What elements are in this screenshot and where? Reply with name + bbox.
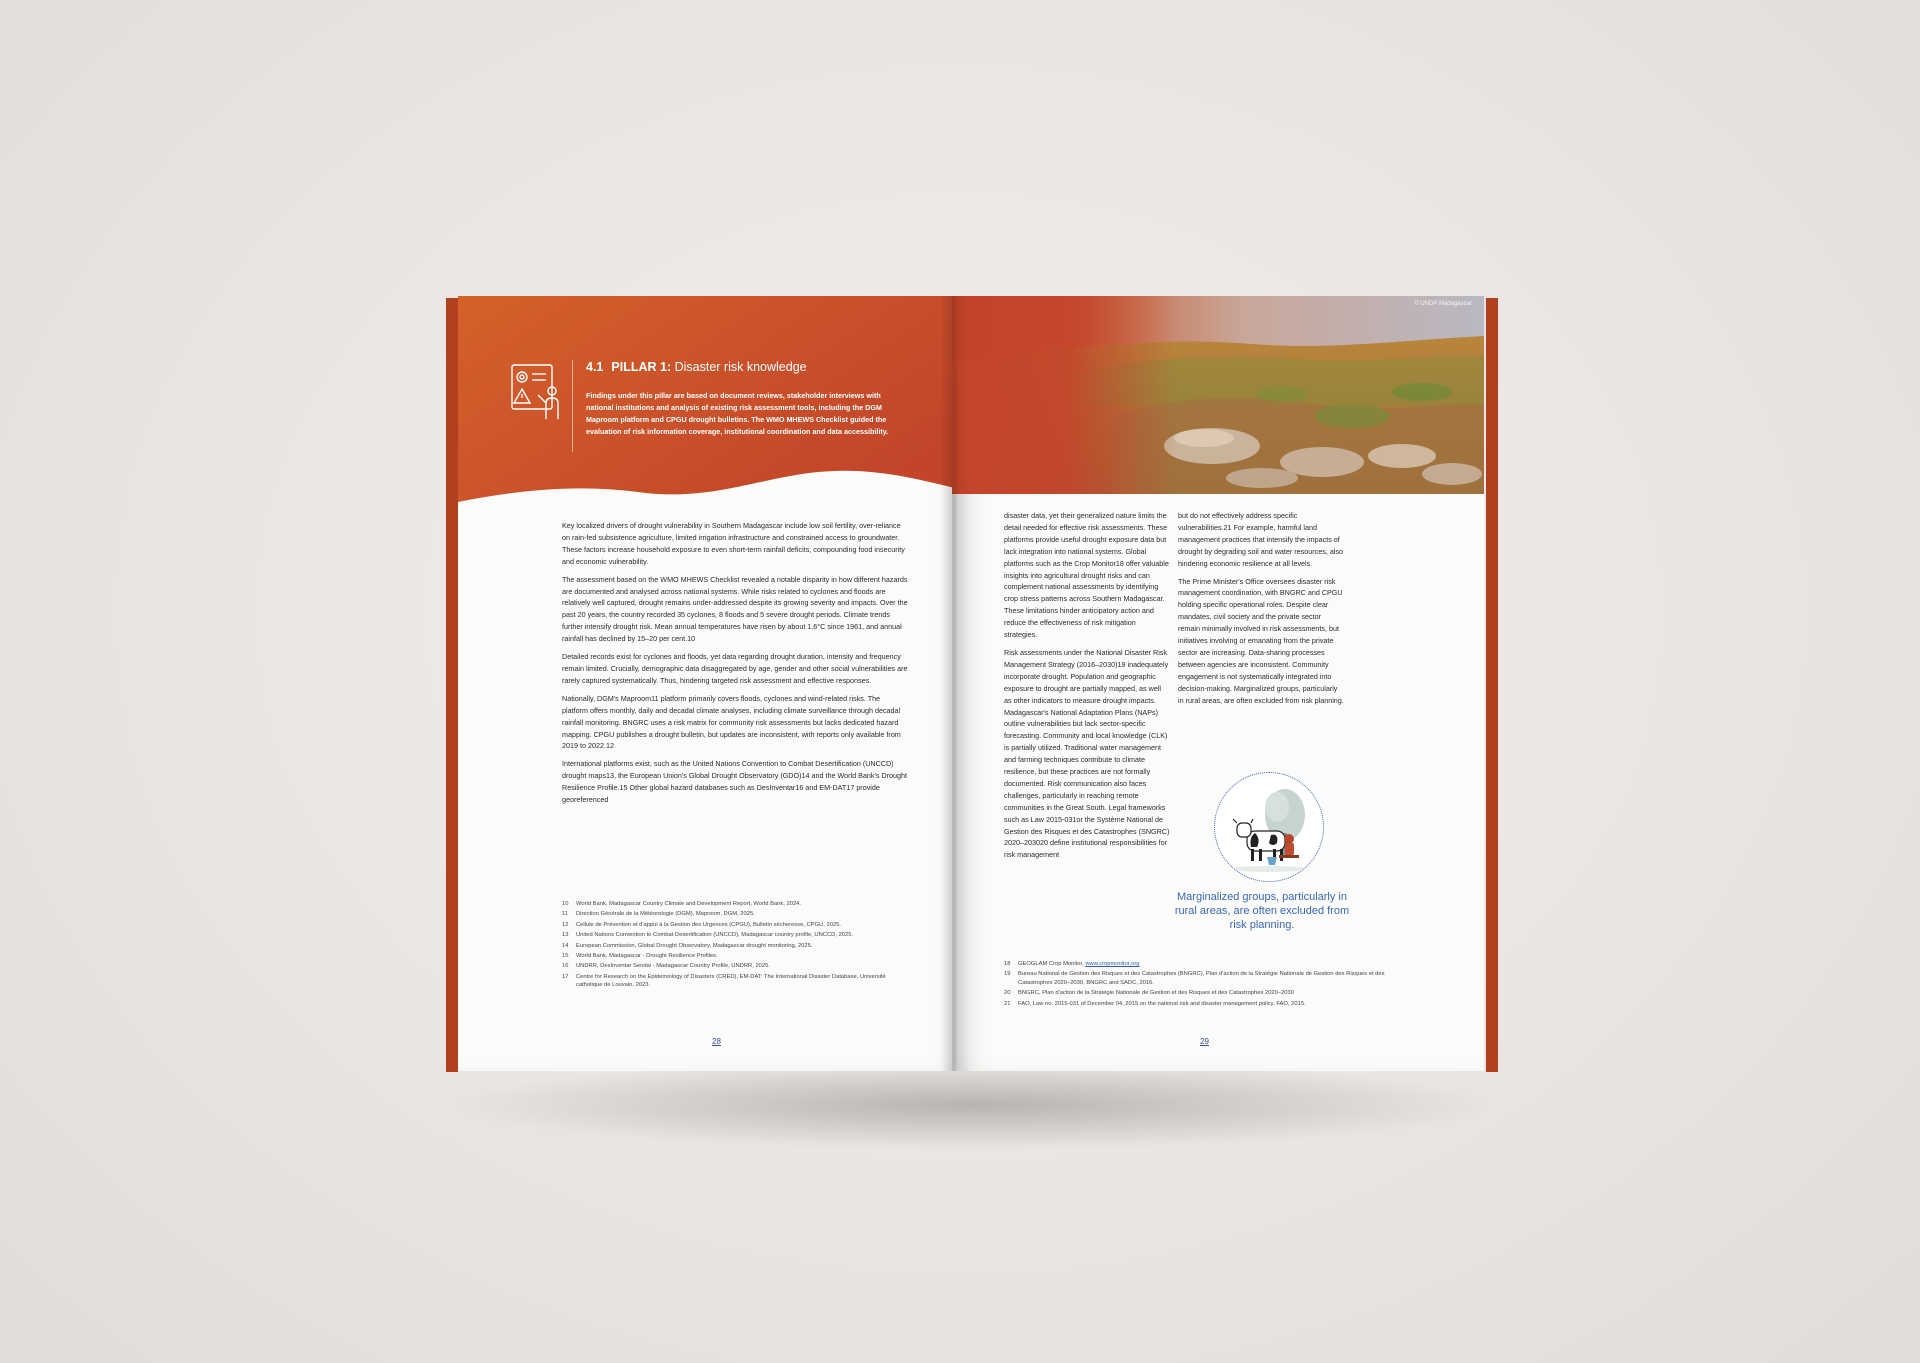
crop-monitor-link[interactable]: www.cropmonitor.org (1085, 961, 1140, 967)
page-number-left: 28 (712, 1037, 721, 1046)
left-body-text (562, 520, 908, 812)
right-footnotes (1004, 960, 1394, 1010)
footnote: 18 GEOGLAM Crop Monitor, www.cropmonitor.org (1004, 961, 1140, 967)
section-header-banner (458, 296, 972, 504)
footnote: 17 Centre for Research on the Epidemiology of Disasters (CRED), EM-DAT: The International Disaster Database, Université catholique de Louvain, 2023. (562, 973, 886, 989)
right-column-1 (1004, 510, 1170, 867)
presenter-warning-icon (508, 361, 564, 421)
section-title-text: Disaster risk knowledge (674, 360, 807, 374)
paragraph: Nationally, DGM's Maproom11 platform primarily covers floods, cyclones and wind-related risks. The platform offers monthly, daily and decadal climate analyses, including climate surveillance through decadal rainfall monitoring. BNGRC uses a risk matrix for community risk assessments but lacks dedicated hazard mapping. CPGU publishes a drought bulletin, but updates are inconsistent, with reports only available from 2019 to 2022.12 (562, 693, 901, 751)
photo-credit: © UNDP Madagascar (1414, 301, 1472, 307)
right-page (952, 296, 1484, 1071)
footnote: 20 BNGRC, Plan d'action de la Stratégie Nationale de Gestion et des Risques et des Catastrophes 2020–2030 (1004, 990, 1294, 997)
paragraph: International platforms exist, such as the United Nations Convention to Combat Desertification (UNCCD) drought maps13, the European Union's Global Drought Observatory (GDO)14 and the World Bank's Drought Resilience Profile.15 Other global hazard databases such as DesInventar16 and EM-DAT17 provide georeferenced (562, 759, 907, 805)
cover-edge-left (446, 298, 458, 1072)
pull-quote: Marginalized groups, particularly in rural areas, are often excluded from risk planning. (1174, 891, 1350, 931)
paragraph: but do not effectively address specific vulnerabilities.21 For example, harmful land management practices that intensify the impacts of drought by degrading soil and water resources, also hindering economic resilience at all levels. (1178, 511, 1344, 568)
section-number: 4.1 (586, 360, 604, 374)
footnote: 12 Cellule de Prévention et d'appui à la Gestion des Urgences (CPGU), Bulletin sécheresse, CPGU, 2025. (562, 921, 842, 928)
footnote: 19 Bureau National de Gestion des Risques et des Catastrophes (BNGRC), Plan d'action de la Stratégie Nationale de Gestion des Risques et des Catastrophes 2020–2030, BNGRC and SADC, 2016. (1004, 971, 1385, 986)
landscape-photo (952, 296, 1484, 494)
paragraph: The assessment based on the WMO MHEWS Checklist revealed a notable disparity in how different hazards are documented and analysed across national systems. While risks related to cyclones and floods are relatively well captured, drought remains under-addressed despite its growing severity and impacts. Over the past 20 years, the country recorded 35 cyclones, 8 floods and 5 severe drought periods. Climate trends further intensify drought risk. Mean annual temperatures have risen by about 1.6°C since 1961, and annual rainfall has declined by 15–20 per cent.10 (562, 574, 908, 644)
left-page (458, 296, 972, 1071)
footnote: 10 World Bank, Madagascar Country Climate and Development Report, World Bank, 2024. (562, 901, 802, 907)
section-label: PILLAR 1: (611, 360, 672, 374)
paragraph: Risk assessments under the National Disaster Risk Management Strategy (2016–2030)19 inadequately incorporate drought. Population and geographic exposure to drought are partially mapped, as well as other indicators to measure drought impacts. Madagascar's National Adaptation Plans (NAPs) outline vulnerabilities but lack sector-specific forecasting. Community and local knowledge (CLK) is partially utilized. Traditional water management and farming techniques contribute to climate resilience, but these practices are not formally documented. Risk communication also faces challenges, particularly in reaching remote communities in the Great South. Legal frameworks such as Law 2015-031or the Système National de Gestion des Risques et des Catastrophes (SNGRC) 2020–203020 define institutional responsibilities for risk management (1004, 647, 1170, 860)
left-footnotes (562, 900, 908, 992)
cover-edge-right (1486, 298, 1498, 1072)
paragraph: disaster data, yet their generalized nature limits the detail needed for effective risk assessments. These platforms provide useful drought exposure data but lack integration into national systems. Global platforms such as the Crop Monitor18 offer valuable insights into agricultural drought risks and can complement national assessments by identifying crop stress patterns across Southern Madagascar. These limitations hinder anticipatory action and reduce the effectiveness of risk mitigation strategies. (1004, 511, 1169, 640)
footnote: 15 World Bank, Madagascar - Drought Resilience Profiles. (562, 953, 718, 960)
page-number-right: 29 (1200, 1037, 1209, 1046)
cow-tree-illustration (1214, 772, 1324, 882)
section-intro: Findings under this pillar are based on document reviews, stakeholder interviews with national institutions and analysis of existing risk assessment tools, including the DGM Maproom platform and CPGU drought bulletins. The WMO MHEWS Checklist guided the evaluation of risk information coverage, institutional coordination and data accessibility. (586, 391, 889, 436)
paragraph: Detailed records exist for cyclones and floods, yet data regarding drought duration, intensity and frequency remain limited. Crucially, demographic data disaggregated by age, gender and other social vulnerabilities are rarely captured systematically. Thus, hindering targeted risk assessment and effective responses. (562, 652, 908, 685)
footnote: 16 UNDRR, DesInventar Sendai - Madagascar Country Profile, UNDRR, 2025. (562, 963, 770, 970)
section-title (586, 360, 807, 374)
paragraph: Key localized drivers of drought vulnerability in Southern Madagascar include low soil fertility, over-reliance on rain-fed subsistence agriculture, limited irrigation infrastructure and constrained access to groundwater. These factors increase household exposure to even short-term rainfall deficits, compounding food insecurity and economic vulnerability. (562, 521, 905, 566)
footnote: 14 European Commission, Global Drought Observatory, Madagascar drought monitoring, 2025. (562, 942, 813, 949)
footnote: 13 United Nations Convention to Combat Desertification (UNCCD), Madagascar country profile, UNCCD, 2025. (562, 932, 854, 939)
right-column-2 (1178, 510, 1344, 713)
footnote: 11 Direction Générale de la Météorologie (DGM), Maproom, DGM, 2025. (562, 911, 755, 918)
header-divider (572, 360, 573, 452)
footnote: 21 FAO, Law no. 2015-031 of December 04, 2015 on the national risk and disaster management policy, FAO, 2015. (1004, 1000, 1306, 1007)
open-book (446, 296, 1498, 1076)
paragraph: The Prime Minister's Office oversees disaster risk management coordination, with BNGRC and CPGU holding specific operational roles. Despite clear mandates, civil society and the private sector remain minimally involved in risk assessments, but initiatives involving or emanating from the private sector are increasing. Data-sharing processes between agencies are inconsistent. Community engagement is not systematically integrated into decision-making. Marginalized groups, particularly in rural areas, are often excluded from risk planning. (1178, 576, 1344, 705)
